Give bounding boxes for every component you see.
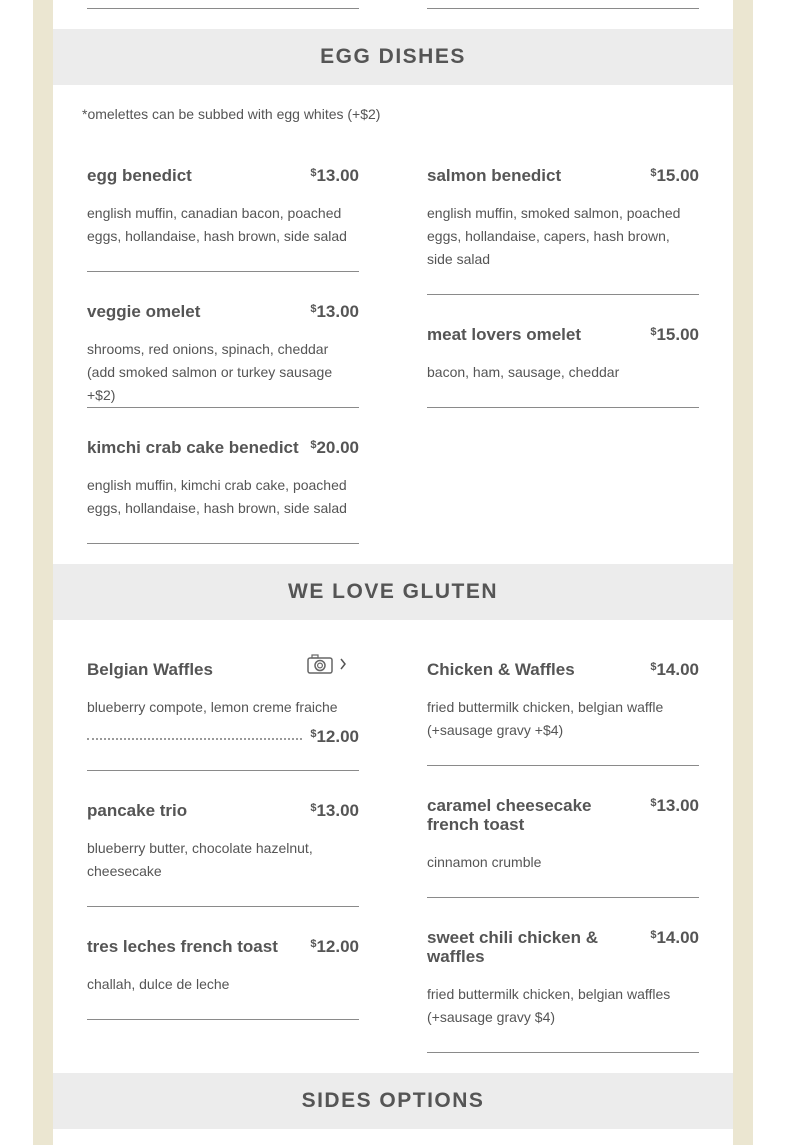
divider [87,770,359,771]
divider [427,8,699,9]
divider [427,897,699,898]
item-name: caramel cheesecake french toast [427,796,592,834]
item-name: meat lovers omelet [427,325,582,344]
dotted-leader [87,738,302,740]
menu-item-salmon-benedict[interactable] [427,166,699,271]
divider [427,407,699,408]
item-name: pancake trio [87,801,188,820]
menu-item-tres-leches-french-toast[interactable] [87,937,359,996]
item-description: cinnamon crumble [427,854,542,870]
item-name: kimchi crab cake benedict [87,438,299,457]
item-name: salmon benedict [427,166,562,185]
section-header-sides-options: SIDES OPTIONS [53,1073,733,1129]
egg-whites-note: *omelettes can be subbed with egg whites (+$2) [82,106,381,122]
item-name: tres leches french toast [87,937,278,956]
item-price: $20.00 [310,438,359,457]
item-description: english muffin, smoked salmon, poached eggs, hollandaise, capers, hash brown, side salad [427,205,681,267]
photo-button[interactable] [307,654,347,674]
menu-item-chicken-and-waffles[interactable] [427,660,699,742]
divider [87,1019,359,1020]
camera-icon [307,654,333,674]
item-price: $15.00 [650,166,699,185]
menu-item-kimchi-crab-cake-benedict[interactable] [87,438,359,520]
menu-item-belgian-waffles[interactable] [87,660,359,746]
item-name: egg benedict [87,166,192,185]
item-price: $13.00 [310,166,359,185]
divider [427,765,699,766]
item-price: $12.00 [310,937,359,956]
item-price: $12.00 [310,727,359,746]
menu-item-pancake-trio[interactable] [87,801,359,883]
menu-item-meat-lovers-omelet[interactable] [427,325,699,384]
divider [87,543,359,544]
item-description: challah, dulce de leche [87,976,230,992]
divider [87,407,359,408]
divider [87,906,359,907]
item-price: $14.00 [650,928,699,947]
item-description: english muffin, canadian bacon, poached eggs, hollandaise, hash brown, side salad [87,205,347,244]
item-description: fried buttermilk chicken, belgian waffles (+sausage gravy $4) [427,986,671,1025]
divider [87,8,359,9]
item-description: blueberry compote, lemon creme fraiche [87,699,338,715]
divider [427,294,699,295]
item-name: Belgian Waffles [87,660,213,679]
menu-item-caramel-cheesecake-french-toast[interactable] [427,796,699,874]
menu-item-veggie-omelet[interactable] [87,302,359,407]
item-price: $14.00 [650,660,699,679]
section-header-egg-dishes: EGG DISHES [53,29,733,85]
item-description: shrooms, red onions, spinach, cheddar (add smoked salmon or turkey sausage +$2) [87,341,333,403]
item-description: blueberry butter, chocolate hazelnut, cheesecake [87,840,313,879]
item-name: veggie omelet [87,302,201,321]
item-description: fried buttermilk chicken, belgian waffle (+sausage gravy +$4) [427,699,664,738]
item-description: english muffin, kimchi crab cake, poached eggs, hollandaise, hash brown, side salad [87,477,347,516]
item-name: sweet chili chicken & waffles [427,928,599,966]
menu-item-sweet-chili-chicken-and-waffles[interactable] [427,928,699,1029]
item-price: $13.00 [310,302,359,321]
item-name: Chicken & Waffles [427,660,575,679]
chevron-right-icon [339,657,347,671]
item-price: $15.00 [650,325,699,344]
price-row [87,727,359,746]
menu-item-egg-benedict[interactable] [87,166,359,248]
item-description: bacon, ham, sausage, cheddar [427,364,620,380]
item-price: $13.00 [310,801,359,820]
divider [427,1052,699,1053]
divider [87,271,359,272]
item-price: $13.00 [650,796,699,815]
section-header-we-love-gluten: WE LOVE GLUTEN [53,564,733,620]
